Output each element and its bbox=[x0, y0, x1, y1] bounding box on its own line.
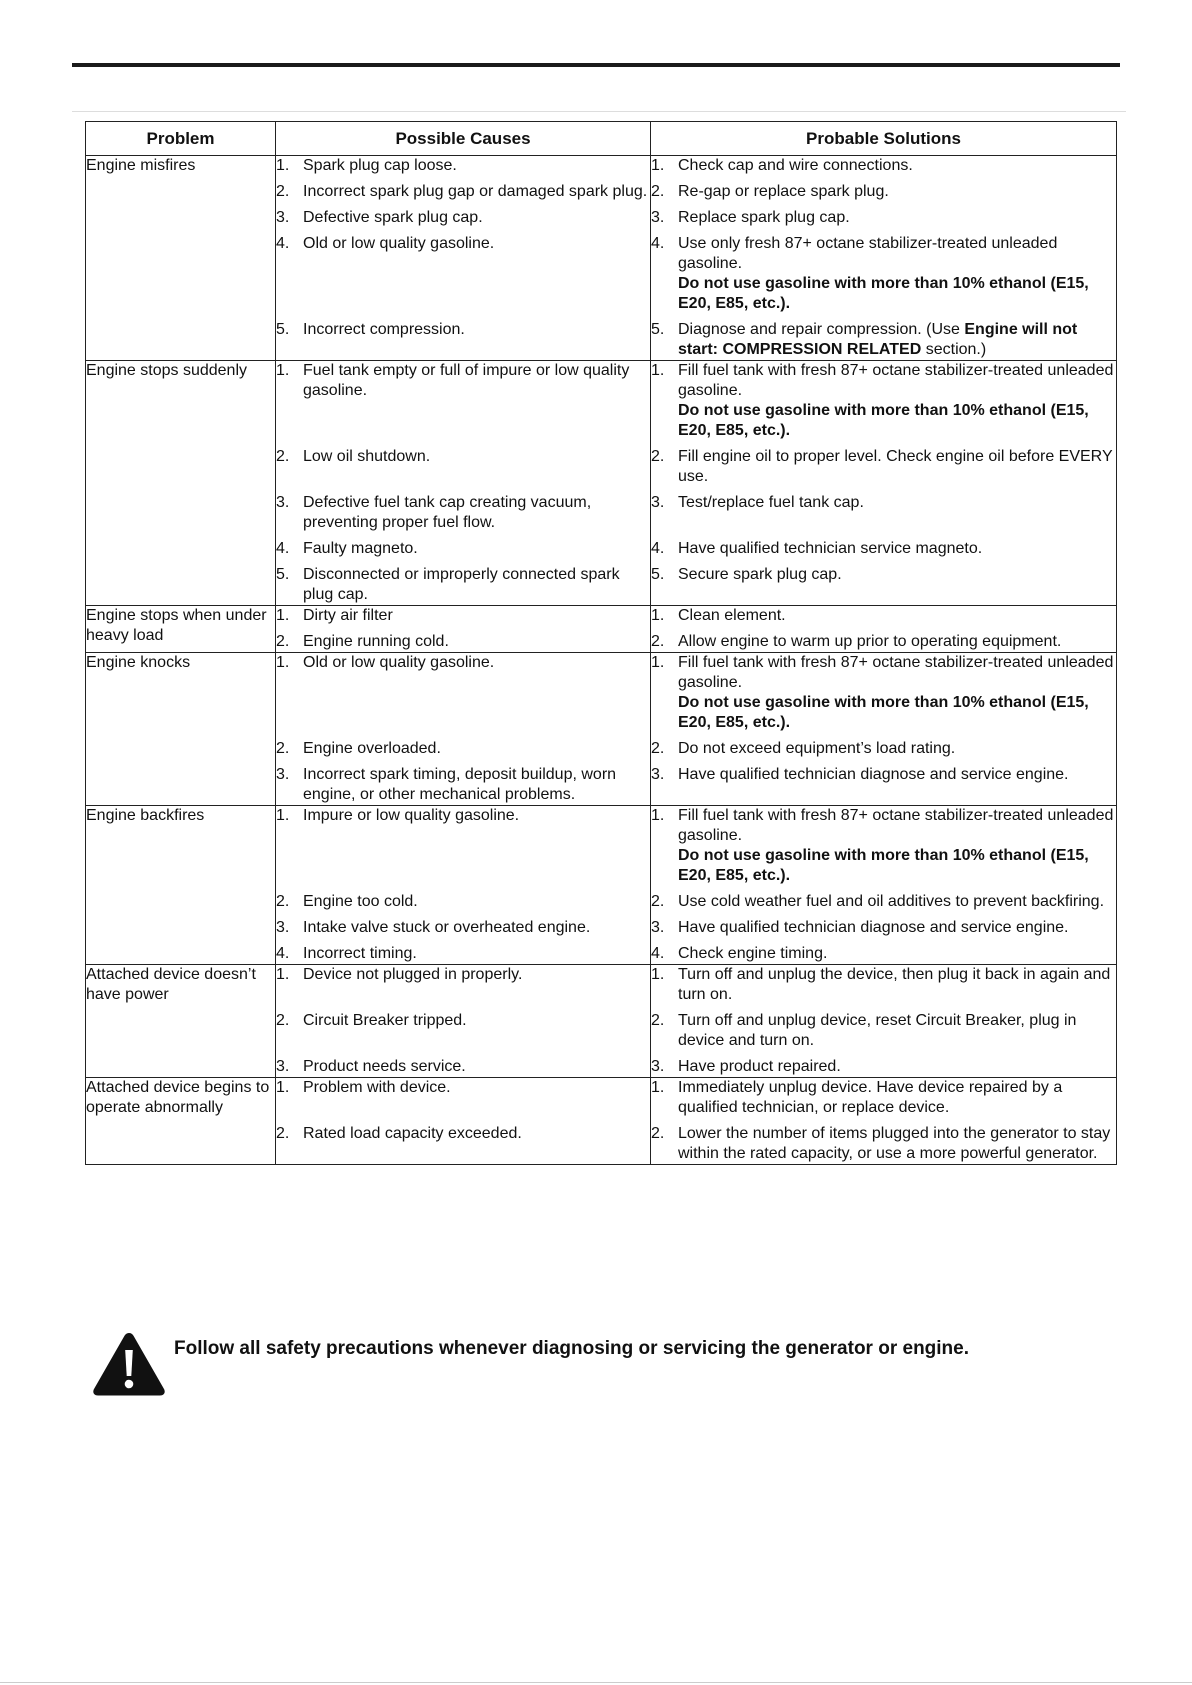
cause-main: Engine overloaded. bbox=[303, 740, 441, 757]
table-row bbox=[86, 156, 1117, 361]
cause-text bbox=[303, 632, 650, 652]
solution-after: section.) bbox=[925, 341, 987, 358]
solution-text bbox=[678, 182, 1116, 202]
cause-item bbox=[276, 1078, 650, 1118]
safety-warning bbox=[91, 1330, 1131, 1410]
cause-text bbox=[303, 565, 650, 605]
problem-cell: Engine knocks bbox=[86, 653, 276, 806]
solution-main: Allow engine to warm up prior to operating equipment. bbox=[678, 633, 1062, 650]
cause-main: Incorrect timing. bbox=[303, 945, 417, 962]
troubleshooting-table bbox=[85, 121, 1117, 1165]
cause-main: Problem with device. bbox=[303, 1079, 451, 1096]
cause-item bbox=[276, 156, 650, 176]
item-number: 1. bbox=[651, 654, 665, 671]
causes-cell bbox=[276, 156, 651, 361]
item-number: 5. bbox=[276, 321, 290, 338]
solution-main: Clean element. bbox=[678, 607, 786, 624]
solution-text bbox=[678, 944, 1116, 964]
cause-item bbox=[276, 361, 650, 441]
solution-text bbox=[678, 156, 1116, 176]
solution-text bbox=[678, 892, 1116, 912]
item-number: 3. bbox=[276, 766, 290, 783]
item-number: 2. bbox=[276, 448, 290, 465]
cause-text bbox=[303, 765, 650, 805]
solution-main: Have qualified technician diagnose and service engine. bbox=[678, 919, 1069, 936]
cause-item bbox=[276, 606, 650, 626]
bottom-rule bbox=[0, 1682, 1192, 1683]
solution-item bbox=[651, 493, 1116, 533]
table-row bbox=[86, 606, 1117, 653]
header-problem: Problem bbox=[86, 122, 276, 156]
item-number: 2. bbox=[651, 633, 665, 650]
solution-warning: Do not use gasoline with more than 10% ethanol (E15, E20, E85, etc.). bbox=[678, 694, 1089, 731]
cause-main: Spark plug cap loose. bbox=[303, 157, 457, 174]
solution-main: Secure spark plug cap. bbox=[678, 566, 842, 583]
solution-item bbox=[651, 653, 1116, 733]
solutions-cell bbox=[651, 606, 1117, 653]
table-row bbox=[86, 806, 1117, 965]
solution-item bbox=[651, 539, 1116, 559]
item-number: 2. bbox=[651, 740, 665, 757]
solution-item bbox=[651, 208, 1116, 228]
item-number: 1. bbox=[276, 654, 290, 671]
item-number: 3. bbox=[276, 919, 290, 936]
solution-text bbox=[678, 493, 1116, 533]
cause-item bbox=[276, 565, 650, 605]
item-number: 2. bbox=[651, 183, 665, 200]
solution-main: Use cold weather fuel and oil additives to prevent backfiring. bbox=[678, 893, 1105, 910]
solution-text bbox=[678, 320, 1116, 360]
solution-text bbox=[678, 1057, 1116, 1077]
item-number: 5. bbox=[276, 566, 290, 583]
item-number: 2. bbox=[651, 1012, 665, 1029]
causes-cell bbox=[276, 361, 651, 606]
problem-cell: Attached device doesn’t have power bbox=[86, 965, 276, 1078]
solution-main: Turn off and unplug the device, then plug it back in again and turn on. bbox=[678, 966, 1111, 1003]
solution-main: Re-gap or replace spark plug. bbox=[678, 183, 889, 200]
cause-item bbox=[276, 892, 650, 912]
item-number: 1. bbox=[276, 1079, 290, 1096]
item-number: 5. bbox=[651, 321, 665, 338]
cause-main: Old or low quality gasoline. bbox=[303, 235, 495, 252]
item-number: 4. bbox=[651, 945, 665, 962]
cause-item bbox=[276, 320, 650, 360]
table-header-row bbox=[86, 122, 1117, 156]
solution-item bbox=[651, 806, 1116, 886]
item-number: 1. bbox=[651, 966, 665, 983]
solutions-cell bbox=[651, 156, 1117, 361]
cause-main: Device not plugged in properly. bbox=[303, 966, 523, 983]
problem-cell: Engine backfires bbox=[86, 806, 276, 965]
cause-main: Engine too cold. bbox=[303, 893, 418, 910]
causes-cell bbox=[276, 806, 651, 965]
cause-item bbox=[276, 493, 650, 533]
cause-text bbox=[303, 1011, 650, 1051]
item-number: 3. bbox=[276, 1058, 290, 1075]
solution-main: Fill engine oil to proper level. Check engine oil before EVERY use. bbox=[678, 448, 1113, 485]
top-rule bbox=[72, 63, 1120, 67]
solution-main: Have product repaired. bbox=[678, 1058, 841, 1075]
solution-text bbox=[678, 739, 1116, 759]
solution-main: Check engine timing. bbox=[678, 945, 828, 962]
cause-text bbox=[303, 944, 650, 964]
cause-main: Low oil shutdown. bbox=[303, 448, 431, 465]
solution-main: Replace spark plug cap. bbox=[678, 209, 850, 226]
cause-main: Old or low quality gasoline. bbox=[303, 654, 495, 671]
cause-main: Disconnected or improperly connected spark plug cap. bbox=[303, 566, 620, 603]
cause-item bbox=[276, 1124, 650, 1164]
item-number: 1. bbox=[276, 362, 290, 379]
solution-main: Turn off and unplug device, reset Circuit Breaker, plug in device and turn on. bbox=[678, 1012, 1077, 1049]
solution-main: Immediately unplug device. Have device repaired by a qualified technician, or replace device. bbox=[678, 1079, 1063, 1116]
cause-item bbox=[276, 965, 650, 1005]
solutions-cell bbox=[651, 965, 1117, 1078]
cause-text bbox=[303, 182, 650, 202]
item-number: 1. bbox=[276, 807, 290, 824]
cause-main: Defective fuel tank cap creating vacuum, preventing proper fuel flow. bbox=[303, 494, 592, 531]
solution-main: Have qualified technician diagnose and service engine. bbox=[678, 766, 1069, 783]
solution-main: Lower the number of items plugged into the generator to stay within the rated capacity, or use a more powerful generator. bbox=[678, 1125, 1111, 1162]
solution-item bbox=[651, 447, 1116, 487]
cause-text bbox=[303, 1124, 650, 1164]
solution-item bbox=[651, 739, 1116, 759]
cause-main: Dirty air filter bbox=[303, 607, 393, 624]
item-number: 3. bbox=[276, 494, 290, 511]
cause-item bbox=[276, 632, 650, 652]
cause-text bbox=[303, 1078, 650, 1118]
solution-main: Fill fuel tank with fresh 87+ octane stabilizer-treated unleaded gasoline. bbox=[678, 362, 1114, 399]
causes-cell bbox=[276, 653, 651, 806]
causes-cell bbox=[276, 1078, 651, 1165]
item-number: 3. bbox=[651, 919, 665, 936]
cause-text bbox=[303, 539, 650, 559]
cause-text bbox=[303, 892, 650, 912]
table-row bbox=[86, 653, 1117, 806]
solution-item bbox=[651, 182, 1116, 202]
solution-text bbox=[678, 1124, 1116, 1164]
cause-text bbox=[303, 965, 650, 1005]
cause-text bbox=[303, 1057, 650, 1077]
cause-item bbox=[276, 539, 650, 559]
item-number: 5. bbox=[651, 566, 665, 583]
solution-warning: Do not use gasoline with more than 10% ethanol (E15, E20, E85, etc.). bbox=[678, 402, 1089, 439]
solution-text bbox=[678, 1078, 1116, 1118]
solution-main: Diagnose and repair compression. (Use bbox=[678, 321, 960, 338]
cause-main: Defective spark plug cap. bbox=[303, 209, 483, 226]
solution-item bbox=[651, 156, 1116, 176]
table-body bbox=[86, 156, 1117, 1165]
item-number: 3. bbox=[651, 1058, 665, 1075]
cause-item bbox=[276, 447, 650, 487]
cause-item bbox=[276, 1011, 650, 1051]
solution-item bbox=[651, 918, 1116, 938]
item-number: 2. bbox=[276, 1012, 290, 1029]
problem-cell: Engine stops suddenly bbox=[86, 361, 276, 606]
solution-text bbox=[678, 918, 1116, 938]
cause-main: Rated load capacity exceeded. bbox=[303, 1125, 522, 1142]
item-number: 1. bbox=[651, 607, 665, 624]
causes-cell bbox=[276, 965, 651, 1078]
cause-item bbox=[276, 806, 650, 886]
item-number: 2. bbox=[651, 1125, 665, 1142]
cause-main: Impure or low quality gasoline. bbox=[303, 807, 520, 824]
cause-main: Engine running cold. bbox=[303, 633, 449, 650]
cause-text bbox=[303, 493, 650, 533]
cause-text bbox=[303, 208, 650, 228]
cause-text bbox=[303, 653, 650, 733]
solution-text bbox=[678, 606, 1116, 626]
solution-item bbox=[651, 632, 1116, 652]
item-number: 4. bbox=[276, 945, 290, 962]
cause-text bbox=[303, 918, 650, 938]
solution-text bbox=[678, 447, 1116, 487]
item-number: 1. bbox=[276, 607, 290, 624]
item-number: 3. bbox=[276, 209, 290, 226]
cause-text bbox=[303, 234, 650, 314]
cause-item bbox=[276, 234, 650, 314]
cause-text bbox=[303, 156, 650, 176]
cause-text bbox=[303, 320, 650, 360]
cause-item bbox=[276, 653, 650, 733]
solution-item bbox=[651, 565, 1116, 605]
cause-item bbox=[276, 182, 650, 202]
solution-main: Test/replace fuel tank cap. bbox=[678, 494, 864, 511]
cause-main: Faulty magneto. bbox=[303, 540, 418, 557]
solution-item bbox=[651, 1057, 1116, 1077]
cause-item bbox=[276, 944, 650, 964]
solution-main: Fill fuel tank with fresh 87+ octane stabilizer-treated unleaded gasoline. bbox=[678, 807, 1114, 844]
problem-cell: Engine stops when under heavy load bbox=[86, 606, 276, 653]
solution-main: Use only fresh 87+ octane stabilizer-treated unleaded gasoline. bbox=[678, 235, 1058, 272]
cause-item bbox=[276, 739, 650, 759]
causes-cell bbox=[276, 606, 651, 653]
solution-item bbox=[651, 1011, 1116, 1051]
cause-item bbox=[276, 918, 650, 938]
item-number: 2. bbox=[276, 183, 290, 200]
solution-main: Do not exceed equipment’s load rating. bbox=[678, 740, 956, 757]
item-number: 4. bbox=[651, 235, 665, 252]
solution-text bbox=[678, 632, 1116, 652]
solution-text bbox=[678, 234, 1116, 314]
solution-text bbox=[678, 1011, 1116, 1051]
table-row bbox=[86, 1078, 1117, 1165]
cause-item bbox=[276, 208, 650, 228]
solution-emphasis: Engine will not start: COMPRESSION RELATED bbox=[678, 321, 1078, 358]
solution-item bbox=[651, 765, 1116, 805]
solution-warning: Do not use gasoline with more than 10% ethanol (E15, E20, E85, etc.). bbox=[678, 275, 1089, 312]
solution-item bbox=[651, 892, 1116, 912]
solution-text bbox=[678, 361, 1116, 441]
table-row bbox=[86, 361, 1117, 606]
solution-warning: Do not use gasoline with more than 10% ethanol (E15, E20, E85, etc.). bbox=[678, 847, 1089, 884]
solution-text bbox=[678, 765, 1116, 805]
cause-text bbox=[303, 447, 650, 487]
item-number: 2. bbox=[276, 740, 290, 757]
item-number: 2. bbox=[276, 633, 290, 650]
header-probable-solutions: Probable Solutions bbox=[651, 122, 1117, 156]
header-divider bbox=[72, 111, 1126, 112]
item-number: 1. bbox=[276, 966, 290, 983]
solutions-cell bbox=[651, 1078, 1117, 1165]
solution-text bbox=[678, 965, 1116, 1005]
cause-main: Fuel tank empty or full of impure or low quality gasoline. bbox=[303, 362, 630, 399]
item-number: 1. bbox=[651, 362, 665, 379]
cause-text bbox=[303, 739, 650, 759]
solution-text bbox=[678, 539, 1116, 559]
solution-item bbox=[651, 965, 1116, 1005]
cause-main: Incorrect compression. bbox=[303, 321, 465, 338]
cause-main: Product needs service. bbox=[303, 1058, 466, 1075]
item-number: 3. bbox=[651, 766, 665, 783]
item-number: 2. bbox=[276, 893, 290, 910]
item-number: 3. bbox=[651, 494, 665, 511]
cause-main: Circuit Breaker tripped. bbox=[303, 1012, 467, 1029]
cause-main: Incorrect spark timing, deposit buildup, worn engine, or other mechanical problems. bbox=[303, 766, 617, 803]
warning-triangle-icon bbox=[91, 1330, 167, 1398]
problem-cell: Attached device begins to operate abnormally bbox=[86, 1078, 276, 1165]
table-row bbox=[86, 965, 1117, 1078]
cause-main: Incorrect spark plug gap or damaged spark plug. bbox=[303, 183, 648, 200]
solution-main: Fill fuel tank with fresh 87+ octane stabilizer-treated unleaded gasoline. bbox=[678, 654, 1114, 691]
solution-item bbox=[651, 234, 1116, 314]
cause-main: Intake valve stuck or overheated engine. bbox=[303, 919, 591, 936]
solution-item bbox=[651, 1078, 1116, 1118]
item-number: 4. bbox=[276, 540, 290, 557]
item-number: 4. bbox=[651, 540, 665, 557]
solution-item bbox=[651, 606, 1116, 626]
solution-main: Check cap and wire connections. bbox=[678, 157, 913, 174]
item-number: 1. bbox=[276, 157, 290, 174]
item-number: 1. bbox=[651, 807, 665, 824]
solution-item bbox=[651, 320, 1116, 360]
solution-text bbox=[678, 806, 1116, 886]
cause-item bbox=[276, 1057, 650, 1077]
item-number: 1. bbox=[651, 1079, 665, 1096]
solutions-cell bbox=[651, 806, 1117, 965]
solutions-cell bbox=[651, 653, 1117, 806]
solutions-cell bbox=[651, 361, 1117, 606]
cause-text bbox=[303, 606, 650, 626]
warning-text: Follow all safety precautions whenever diagnosing or servicing the generator or engine. bbox=[174, 1338, 970, 1359]
cause-item bbox=[276, 765, 650, 805]
solution-main: Have qualified technician service magneto. bbox=[678, 540, 983, 557]
item-number: 4. bbox=[276, 235, 290, 252]
problem-cell: Engine misfires bbox=[86, 156, 276, 361]
solution-text bbox=[678, 208, 1116, 228]
item-number: 1. bbox=[651, 157, 665, 174]
item-number: 2. bbox=[276, 1125, 290, 1142]
solution-item bbox=[651, 1124, 1116, 1164]
cause-text bbox=[303, 806, 650, 886]
header-possible-causes: Possible Causes bbox=[276, 122, 651, 156]
cause-text bbox=[303, 361, 650, 441]
item-number: 3. bbox=[651, 209, 665, 226]
solution-text bbox=[678, 565, 1116, 605]
solution-item bbox=[651, 361, 1116, 441]
item-number: 2. bbox=[651, 448, 665, 465]
solution-item bbox=[651, 944, 1116, 964]
item-number: 2. bbox=[651, 893, 665, 910]
solution-text bbox=[678, 653, 1116, 733]
